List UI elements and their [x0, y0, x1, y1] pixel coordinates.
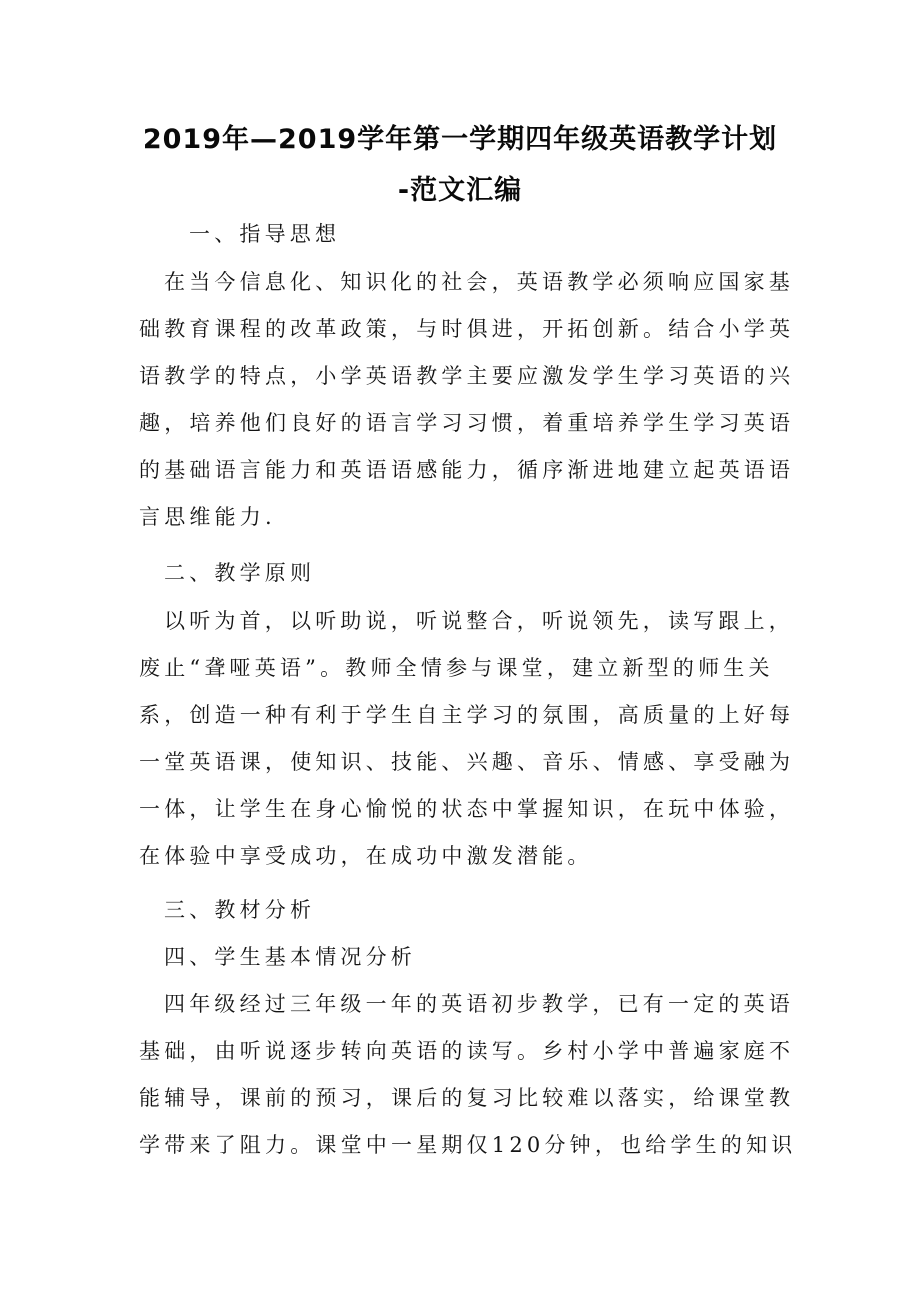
section-heading-student-analysis: 四、学生基本情况分析: [164, 945, 416, 969]
paragraph-line: 语教学的特点，小学英语教学主要应激发学生学习英语的兴: [139, 364, 795, 388]
paragraph-line: 学带来了阻力。课堂中一星期仅120分钟，也给学生的知识: [139, 1133, 797, 1157]
paragraph-line: 础教育课程的改革政策，与时俱进，开拓创新。结合小学英: [139, 317, 795, 341]
paragraph-line: 一体，让学生在身心愉悦的状态中掌握知识，在玩中体验，: [139, 797, 795, 821]
paragraph-line: 在当今信息化、知识化的社会，英语教学必须响应国家基: [164, 270, 794, 294]
paragraph-line: 能辅导，课前的预习，课后的复习比较难以落实，给课堂教: [139, 1086, 795, 1110]
paragraph-line: 一堂英语课，使知识、技能、兴趣、音乐、情感、享受融为: [139, 750, 795, 774]
paragraph-line: 四年级经过三年级一年的英语初步教学，已有一定的英语: [164, 992, 794, 1016]
document-title-line-1: 2019年—2019学年第一学期四年级英语教学计划: [142, 124, 778, 155]
section-heading-textbook-analysis: 三、教材分析: [164, 898, 316, 922]
document-title-line-2: -范文汇编: [397, 175, 523, 206]
paragraph-line: 以听为首，以听助说，听说整合，听说领先，读写跟上，: [164, 609, 794, 633]
paragraph-line: 言思维能力.: [139, 505, 276, 529]
paragraph-line: 在体验中享受成功，在成功中激发潜能。: [139, 844, 593, 868]
paragraph-line: 的基础语言能力和英语语感能力，循序渐进地建立起英语语: [139, 458, 795, 482]
paragraph-line: 基础，由听说逐步转向英语的读写。乡村小学中普遍家庭不: [139, 1039, 795, 1063]
section-heading-teaching-principles: 二、教学原则: [164, 561, 316, 585]
paragraph-line: 系，创造一种有利于学生自主学习的氛围，高质量的上好每: [139, 703, 795, 727]
paragraph-line: 趣，培养他们良好的语言学习习惯，着重培养学生学习英语: [139, 411, 795, 435]
paragraph-line: 废止“聋哑英语”。教师全情参与课堂，建立新型的师生关: [139, 656, 774, 680]
section-heading-guiding-ideology: 一、指导思想: [189, 222, 341, 246]
